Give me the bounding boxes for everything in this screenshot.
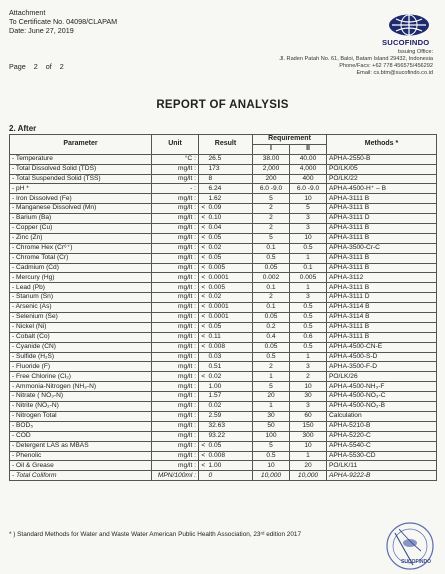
cell-val: 0.05 — [208, 322, 253, 332]
cell-op — [199, 392, 208, 402]
header-requirement: Requirement — [253, 135, 327, 145]
table-row — [10, 451, 437, 461]
cell-val: 1.00 — [208, 382, 253, 392]
cell-r1: 0.002 — [253, 273, 290, 283]
cell-r2: 150 — [290, 421, 327, 431]
cell-param: - Nitrate ( NO₃-N) — [10, 392, 152, 402]
cell-param: - Detergent LAS as MBAS — [10, 441, 152, 451]
cell-param: - Selenium (Se) — [10, 313, 152, 323]
cell-method: APHA-3111 D — [327, 214, 437, 224]
cell-param: - Copper (Cu) — [10, 224, 152, 234]
cell-r2: 3 — [290, 224, 327, 234]
cell-val: 93.22 — [208, 431, 253, 441]
table-row — [10, 332, 437, 342]
table-row — [10, 402, 437, 412]
office-label: Issuing Office: — [397, 49, 433, 55]
sucofindo-logo-icon — [388, 14, 430, 36]
table-row — [10, 273, 437, 283]
cell-r2: 0.5 — [290, 303, 327, 313]
table-row — [10, 194, 437, 204]
table-row — [10, 431, 437, 441]
cell-method: PO/LK/22 — [327, 174, 437, 184]
cell-val: 0.05 — [208, 253, 253, 263]
cell-unit: mg/lt : — [152, 421, 199, 431]
cell-r1: 20 — [253, 392, 290, 402]
cell-method: APHA-5210-B — [327, 421, 437, 431]
certificate-number: To Certificate No. 04098/CLAPAM — [9, 17, 118, 27]
cell-op — [199, 184, 208, 194]
cell-param: - Fluoride (F) — [10, 362, 152, 372]
table-row — [10, 372, 437, 382]
cell-param: - Cadmium (Cd) — [10, 263, 152, 273]
cell-r2: 1 — [290, 253, 327, 263]
cell-unit: mg/lt : — [152, 214, 199, 224]
cell-op: < — [199, 441, 208, 451]
cell-method: APHA-2550-B — [327, 154, 437, 164]
footnote: * ) Standard Methods for Water and Waste Water American Public Health Association, 23ʳᵈ edition 2017 — [9, 531, 302, 538]
cell-r2: 3 — [290, 214, 327, 224]
cell-param: - Manganese Dissolved (Mn) — [10, 204, 152, 214]
cell-param: - Total Coliform — [10, 471, 152, 481]
table-row — [10, 342, 437, 352]
cell-unit: mg/lt : — [152, 392, 199, 402]
cell-r1: 5 — [253, 382, 290, 392]
cell-param: - COD — [10, 431, 152, 441]
cell-param: - Nickel (Ni) — [10, 322, 152, 332]
office-phone: Phone/Facs: +62 778 456575/456292 — [339, 62, 433, 69]
cell-unit: mg/lt : — [152, 293, 199, 303]
cell-r2: 3 — [290, 362, 327, 372]
cell-r2: 20 — [290, 461, 327, 471]
cell-r1: 2 — [253, 214, 290, 224]
cell-r1: 5 — [253, 233, 290, 243]
cell-unit: mg/lt : — [152, 204, 199, 214]
cell-r1: 0.1 — [253, 243, 290, 253]
cell-r1: 200 — [253, 174, 290, 184]
cell-val: 0.02 — [208, 372, 253, 382]
cell-param: - Temperature — [10, 154, 152, 164]
cell-op — [199, 411, 208, 421]
table-row — [10, 243, 437, 253]
cell-method: APHA-4500-H⁺ – B — [327, 184, 437, 194]
cell-unit: mg/lt : — [152, 441, 199, 451]
cell-method: PO/LK/11 — [327, 461, 437, 471]
header-req-ii: II — [290, 144, 327, 154]
cell-param: - Arsenic (As) — [10, 303, 152, 313]
cell-val: 1.57 — [208, 392, 253, 402]
cell-param: - Sulfide (H₂S) — [10, 352, 152, 362]
cell-unit: mg/lt : — [152, 233, 199, 243]
cell-unit: mg/lt : — [152, 174, 199, 184]
cell-op: < — [199, 461, 208, 471]
cell-r2: 1 — [290, 352, 327, 362]
cell-op: < — [199, 263, 208, 273]
cell-r2: 1 — [290, 283, 327, 293]
cell-val: 0.05 — [208, 441, 253, 451]
cell-r1: 38.00 — [253, 154, 290, 164]
cell-unit: mg/lt : — [152, 303, 199, 313]
cell-val: 0.51 — [208, 362, 253, 372]
certificate-date: Date: June 27, 2019 — [9, 26, 74, 36]
cell-r2: 0.5 — [290, 342, 327, 352]
cell-op: < — [199, 322, 208, 332]
cell-val: 0.0001 — [208, 313, 253, 323]
cell-method: APHA-3111 B — [327, 233, 437, 243]
cell-r1: 0.05 — [253, 342, 290, 352]
cell-unit: mg/lt : — [152, 461, 199, 471]
cell-val: 0.0001 — [208, 303, 253, 313]
attachment-label: Attachment — [9, 8, 46, 17]
cell-r1: 50 — [253, 421, 290, 431]
cell-unit: mg/lt : — [152, 322, 199, 332]
cell-method: APHA-4500-CN-E — [327, 342, 437, 352]
cell-unit: - : — [152, 184, 199, 194]
cell-r2: 10 — [290, 441, 327, 451]
cell-r2: 2 — [290, 372, 327, 382]
cell-param: - Phenolic — [10, 451, 152, 461]
cell-op: < — [199, 293, 208, 303]
cell-method: APHA-4500-NO₃-C — [327, 392, 437, 402]
table-row — [10, 362, 437, 372]
cell-r2: 4,000 — [290, 164, 327, 174]
cell-method: APHA-3114 B — [327, 303, 437, 313]
cell-unit: mg/lt : — [152, 411, 199, 421]
cell-unit: mg/lt : — [152, 342, 199, 352]
cell-op: < — [199, 253, 208, 263]
header-methods: Methods * — [327, 135, 437, 155]
cell-val: 8 — [208, 174, 253, 184]
cell-method: APHA-5530-CD — [327, 451, 437, 461]
cell-op: < — [199, 224, 208, 234]
cell-r1: 0.5 — [253, 352, 290, 362]
cell-r2: 30 — [290, 392, 327, 402]
cell-method: APHA-3111 B — [327, 322, 437, 332]
cell-unit: mg/lt : — [152, 382, 199, 392]
cell-unit: mg/lt : — [152, 263, 199, 273]
cell-unit: °C : — [152, 154, 199, 164]
cell-op: < — [199, 214, 208, 224]
cell-r2: 40.00 — [290, 154, 327, 164]
cell-r1: 0.5 — [253, 451, 290, 461]
cell-r1: 2,000 — [253, 164, 290, 174]
cell-param: - Stanum (Sn) — [10, 293, 152, 303]
table-row — [10, 233, 437, 243]
cell-op — [199, 471, 208, 481]
table-row — [10, 283, 437, 293]
cell-val: 0.10 — [208, 214, 253, 224]
table-row — [10, 174, 437, 184]
cell-r1: 0.2 — [253, 322, 290, 332]
cell-r1: 10,000 — [253, 471, 290, 481]
cell-unit: mg/lt : — [152, 253, 199, 263]
cell-r1: 0.05 — [253, 263, 290, 273]
cell-method: Calculation — [327, 411, 437, 421]
cell-unit: mg/lt : — [152, 224, 199, 234]
cell-method: APHA-3111 B — [327, 194, 437, 204]
cell-op — [199, 402, 208, 412]
cell-method: APHA-3111 B — [327, 283, 437, 293]
cell-unit: mg/lt : — [152, 431, 199, 441]
cell-val: 0.09 — [208, 204, 253, 214]
cell-method: APHA-3111 B — [327, 332, 437, 342]
cell-val: 1.00 — [208, 461, 253, 471]
header-req-i: I — [253, 144, 290, 154]
table-row — [10, 154, 437, 164]
cell-unit: mg/lt : — [152, 194, 199, 204]
cell-param: - Zinc (Zn) — [10, 233, 152, 243]
cell-r1: 0.4 — [253, 332, 290, 342]
table-row — [10, 461, 437, 471]
table-row — [10, 322, 437, 332]
cell-r2: 0.5 — [290, 243, 327, 253]
cell-method: PO/LK/26 — [327, 372, 437, 382]
cell-method: APHA-4500-NH₃-F — [327, 382, 437, 392]
cell-r1: 0.1 — [253, 303, 290, 313]
cell-unit: mg/lt : — [152, 402, 199, 412]
header-result: Result — [199, 135, 253, 155]
cell-r2: 60 — [290, 411, 327, 421]
cell-param: - Chrome Total (Cr) — [10, 253, 152, 263]
cell-val: 26.5 — [208, 154, 253, 164]
cell-val: 0.04 — [208, 224, 253, 234]
cell-unit: mg/lt : — [152, 243, 199, 253]
cell-param: - Free Chlorine (Cl₂) — [10, 372, 152, 382]
table-row — [10, 392, 437, 402]
cell-method: APHA-3111 B — [327, 253, 437, 263]
cell-r1: 2 — [253, 204, 290, 214]
cell-val: 2.59 — [208, 411, 253, 421]
cell-r2: 0.1 — [290, 263, 327, 273]
cell-val: 0.02 — [208, 293, 253, 303]
cell-r1: 0.05 — [253, 313, 290, 323]
cell-op: < — [199, 332, 208, 342]
page-number: Page 2 of 2 — [9, 62, 64, 71]
cell-method: APHA-4500-NO₂-B — [327, 402, 437, 412]
cell-method: APHA-9222-B — [327, 471, 437, 481]
company-name: SUCOFINDO — [382, 38, 430, 47]
cell-unit: mg/lt : — [152, 273, 199, 283]
cell-r1: 2 — [253, 293, 290, 303]
cell-method: PO/LK/05 — [327, 164, 437, 174]
table-row — [10, 411, 437, 421]
table-row — [10, 184, 437, 194]
cell-op — [199, 421, 208, 431]
cell-val: 0.005 — [208, 263, 253, 273]
cell-op: < — [199, 243, 208, 253]
cell-op: < — [199, 451, 208, 461]
cell-r2: 5 — [290, 204, 327, 214]
cell-param: - pH * — [10, 184, 152, 194]
office-email: Email: cs.btm@sucofindo.co.id — [356, 69, 433, 76]
cell-r2: 3 — [290, 402, 327, 412]
cell-r1: 5 — [253, 441, 290, 451]
table-row — [10, 471, 437, 481]
section-heading: 2. After — [9, 124, 37, 133]
cell-r2: 3 — [290, 293, 327, 303]
cell-op — [199, 194, 208, 204]
cell-op: < — [199, 204, 208, 214]
cell-op: < — [199, 313, 208, 323]
cell-unit: MPN/100ml : — [152, 471, 199, 481]
table-header-row — [10, 135, 437, 145]
cell-r2: 0.5 — [290, 313, 327, 323]
cell-r1: 2 — [253, 362, 290, 372]
cell-r1: 5 — [253, 194, 290, 204]
cell-r2: 300 — [290, 431, 327, 441]
cell-unit: mg/lt : — [152, 283, 199, 293]
cell-method: APHA-4500-S-D — [327, 352, 437, 362]
cell-r1: 1 — [253, 372, 290, 382]
cell-op — [199, 431, 208, 441]
cell-r2: 10 — [290, 382, 327, 392]
cell-val: 0.02 — [208, 402, 253, 412]
cell-op: < — [199, 233, 208, 243]
table-row — [10, 204, 437, 214]
header-unit: Unit — [152, 135, 199, 155]
cell-param: - Iron Dissolved (Fe) — [10, 194, 152, 204]
cell-param: - Total Suspended Solid (TSS) — [10, 174, 152, 184]
table-row — [10, 224, 437, 234]
cell-op: < — [199, 303, 208, 313]
cell-param: - Barium (Ba) — [10, 214, 152, 224]
cell-method: APHA-3500-Cr-C — [327, 243, 437, 253]
cell-op — [199, 174, 208, 184]
cell-r1: 0.1 — [253, 283, 290, 293]
cell-val: 0.02 — [208, 243, 253, 253]
cell-method: APHA-3111 B — [327, 204, 437, 214]
cell-param: - Cobalt (Co) — [10, 332, 152, 342]
cell-method: APHA-3500-F-D — [327, 362, 437, 372]
cell-r1: 100 — [253, 431, 290, 441]
cell-param: - Ammonia-Nitrogen (NH₃-N) — [10, 382, 152, 392]
cell-unit: mg/lt : — [152, 332, 199, 342]
cell-r2: 10 — [290, 233, 327, 243]
cell-val: 0.11 — [208, 332, 253, 342]
cell-r1: 0.5 — [253, 253, 290, 263]
report-title: REPORT OF ANALYSIS — [156, 99, 289, 111]
cell-val: 6.24 — [208, 184, 253, 194]
cell-param: - Cyanide (CN) — [10, 342, 152, 352]
cell-r2: 0.5 — [290, 322, 327, 332]
table-row — [10, 293, 437, 303]
cell-r2: 6.0 -9.0 — [290, 184, 327, 194]
table-row — [10, 441, 437, 451]
cell-r1: 6.0 -9.0 — [253, 184, 290, 194]
cell-op — [199, 382, 208, 392]
cell-r2: 10 — [290, 194, 327, 204]
cell-op — [199, 362, 208, 372]
header-parameter: Parameter — [10, 135, 152, 155]
attachment-header — [9, 8, 117, 36]
cell-unit: mg/lt : — [152, 313, 199, 323]
table-row — [10, 303, 437, 313]
cell-param: - Nitrogen Total — [10, 411, 152, 421]
cell-method: APHA-3111 B — [327, 224, 437, 234]
cell-val: 0.005 — [208, 283, 253, 293]
table-row — [10, 253, 437, 263]
cell-op — [199, 164, 208, 174]
cell-method: APHA-3114 B — [327, 313, 437, 323]
cell-unit: mg/lt : — [152, 352, 199, 362]
cell-op: < — [199, 342, 208, 352]
cell-val: 0.008 — [208, 342, 253, 352]
cell-val: 0.03 — [208, 352, 253, 362]
cell-unit: mg/lt : — [152, 372, 199, 382]
table-row — [10, 263, 437, 273]
cell-r2: 400 — [290, 174, 327, 184]
table-row — [10, 214, 437, 224]
cell-method: APHA-5220-C — [327, 431, 437, 441]
analysis-table — [9, 134, 437, 481]
cell-op: < — [199, 273, 208, 283]
table-row — [10, 352, 437, 362]
cell-val: 0 — [208, 471, 253, 481]
cell-op: < — [199, 372, 208, 382]
cell-op — [199, 154, 208, 164]
cell-param: - Oil & Grease — [10, 461, 152, 471]
cell-r2: 0.6 — [290, 332, 327, 342]
cell-unit: mg/lt : — [152, 164, 199, 174]
cell-val: 0.008 — [208, 451, 253, 461]
cell-val: 32.63 — [208, 421, 253, 431]
cell-method: APHA-3112 — [327, 273, 437, 283]
cell-r2: 1 — [290, 451, 327, 461]
cell-method: APHA-5540-C — [327, 441, 437, 451]
cell-unit: mg/lt : — [152, 362, 199, 372]
cell-val: 1.62 — [208, 194, 253, 204]
cell-param: - Mercury (Hg) — [10, 273, 152, 283]
cell-val: 0.0001 — [208, 273, 253, 283]
cell-param: - Nitrite (NO₂-N) — [10, 402, 152, 412]
table-row — [10, 421, 437, 431]
office-address: Jl. Raden Patah No. 61, Baloi, Batam Island 29432, Indonesia — [279, 55, 433, 62]
cell-val: 0.05 — [208, 233, 253, 243]
table-row — [10, 164, 437, 174]
cell-param: - Lead (Pb) — [10, 283, 152, 293]
cell-method: APHA-3111 D — [327, 293, 437, 303]
cell-unit: mg/lt : — [152, 451, 199, 461]
cell-method: APHA-3111 B — [327, 263, 437, 273]
cell-val: 173 — [208, 164, 253, 174]
stamp-label: SUCOFINDO — [401, 559, 431, 565]
table-row — [10, 313, 437, 323]
cell-param: - Total Dissolved Solid (TDS) — [10, 164, 152, 174]
cell-r1: 2 — [253, 224, 290, 234]
table-row — [10, 382, 437, 392]
cell-r2: 10,000 — [290, 471, 327, 481]
cell-r1: 1 — [253, 402, 290, 412]
cell-r1: 10 — [253, 461, 290, 471]
cell-op: < — [199, 283, 208, 293]
cell-param: - BOD₅ — [10, 421, 152, 431]
cell-param: - Chrome Hex (Cr⁶⁺) — [10, 243, 152, 253]
cell-r2: 0.005 — [290, 273, 327, 283]
cell-r1: 30 — [253, 411, 290, 421]
issuing-office — [279, 49, 433, 77]
cell-op — [199, 352, 208, 362]
